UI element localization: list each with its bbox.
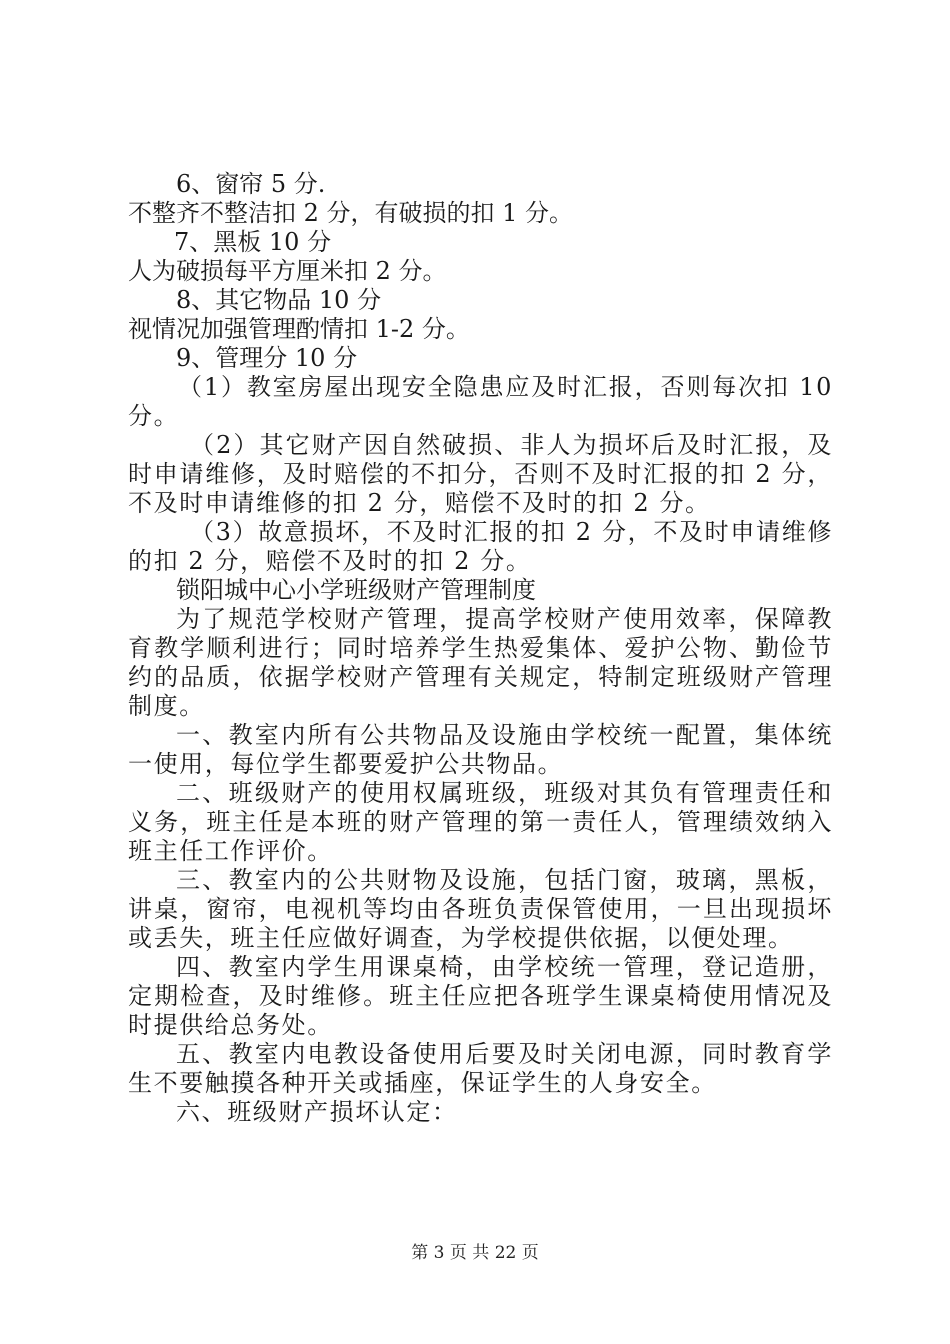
management-rule-2: （2）其它财产因自然破损、非人为损坏后及时汇报，及时申请维修，及时赔偿的不扣分，否则不及时汇报的扣 2 分，不及时申请维修的扣 2 分，赔偿不及时的扣 2 分。 <box>128 431 833 517</box>
clause-4: 四、教室内学生用课桌椅，由学校统一管理，登记造册，定期检查，及时维修。班主任应把各班学生课桌椅使用情况及时提供给总务处。 <box>128 953 833 1039</box>
section-title: 锁阳城中心小学班级财产管理制度 <box>176 576 536 604</box>
list-item-curtain: 6、窗帘 5 分. <box>176 170 326 198</box>
list-item-other: 8、其它物品 10 分 <box>176 286 382 314</box>
rule-other: 视情况加强管理酌情扣 1-2 分。 <box>128 315 470 343</box>
page-number: 第 3 页 共 22 页 <box>411 1243 539 1263</box>
document-body <box>128 170 833 1127</box>
management-rule-1: （1）教室房屋出现安全隐患应及时汇报，否则每次扣 10 分。 <box>128 373 833 430</box>
list-item-blackboard: 7、黑板 10 分 <box>174 228 332 256</box>
rule-curtain: 不整齐不整洁扣 2 分，有破损的扣 1 分。 <box>128 199 574 227</box>
list-item-management: 9、管理分 10 分 <box>176 344 358 372</box>
intro-paragraph: 为了规范学校财产管理，提高学校财产使用效率，保障教育教学顺利进行；同时培养学生热爱集体、爱护公物、勤俭节约的品质，依据学校财产管理有关规定，特制定班级财产管理制度。 <box>128 605 833 720</box>
clause-2: 二、班级财产的使用权属班级，班级对其负有管理责任和义务，班主任是本班的财产管理的第一责任人，管理绩效纳入班主任工作评价。 <box>128 779 833 865</box>
clause-6: 六、班级财产损坏认定： <box>176 1098 458 1126</box>
management-rule-3: （3）故意损坏，不及时汇报的扣 2 分，不及时申请维修的扣 2 分，赔偿不及时的扣 2 分。 <box>128 518 833 575</box>
clause-1: 一、教室内所有公共物品及设施由学校统一配置，集体统一使用，每位学生都要爱护公共物品。 <box>128 721 833 778</box>
clause-3: 三、教室内的公共财物及设施，包括门窗，玻璃，黑板，讲桌，窗帘，电视机等均由各班负责保管使用，一旦出现损坏或丢失，班主任应做好调查，为学校提供依据，以便处理。 <box>128 866 833 952</box>
clause-5: 五、教室内电教设备使用后要及时关闭电源，同时教育学生不要触摸各种开关或插座，保证学生的人身安全。 <box>128 1040 833 1097</box>
rule-blackboard: 人为破损每平方厘米扣 2 分。 <box>128 257 447 285</box>
